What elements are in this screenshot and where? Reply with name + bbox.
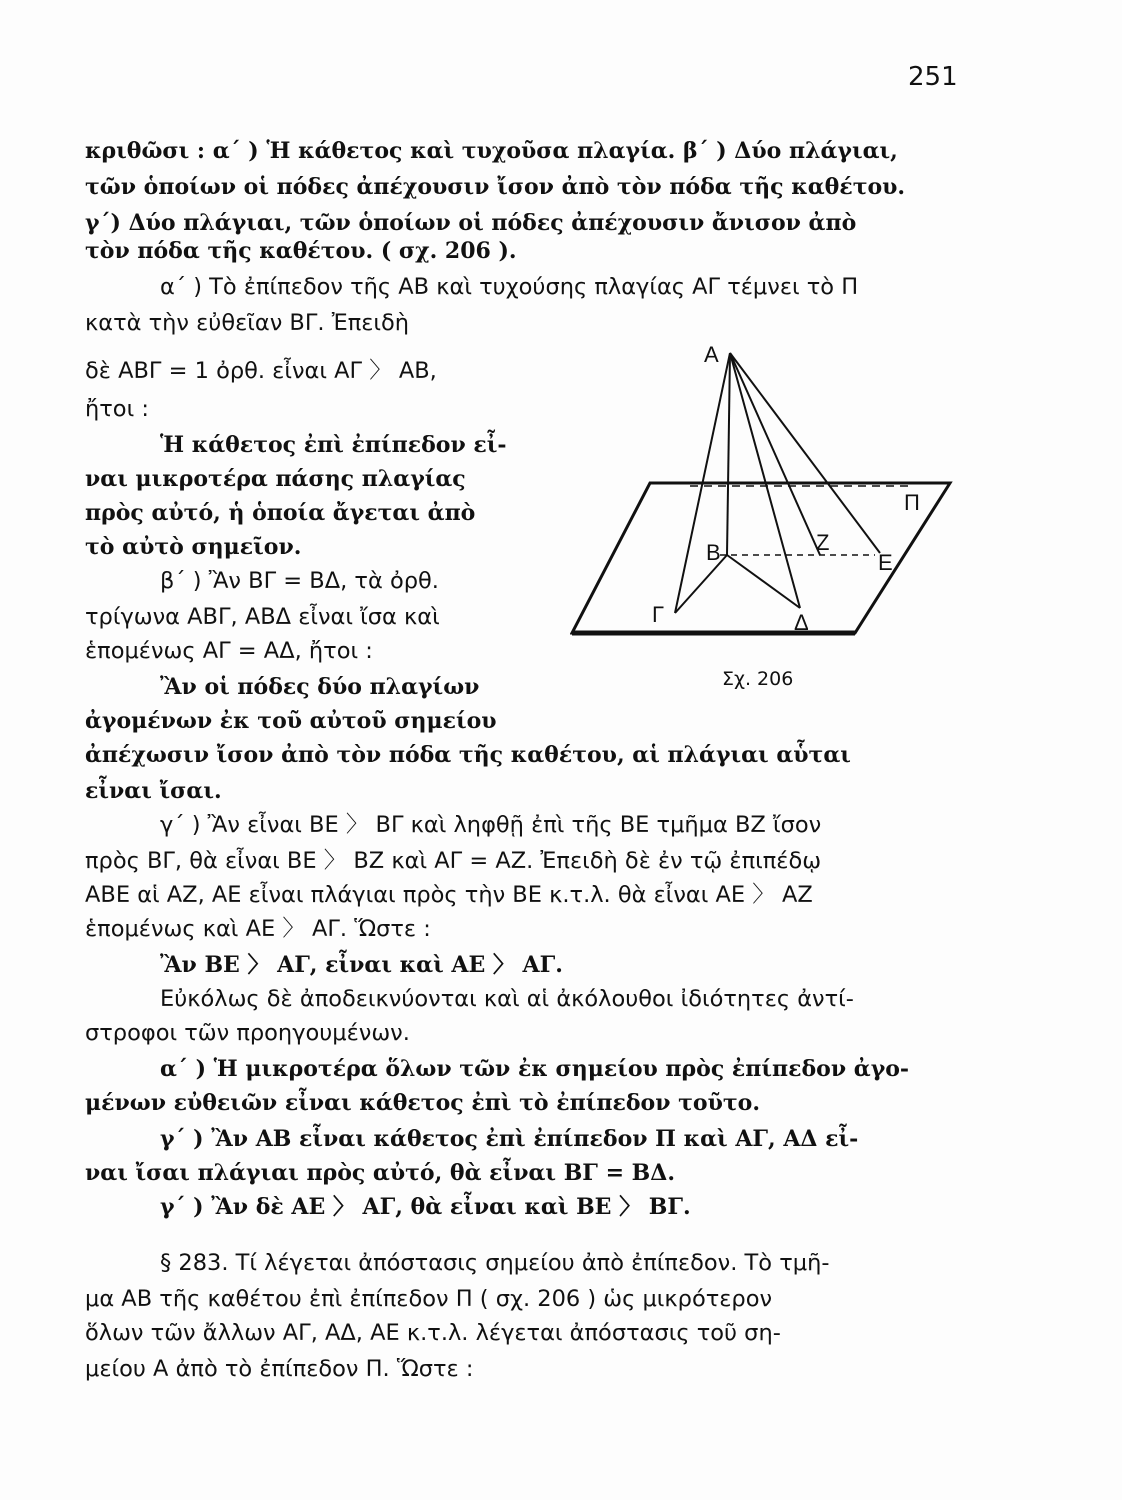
text-line: πρὸς ΒΓ, θὰ εἶναι ΒΕ 〉 ΒΖ καὶ ΑΓ = ΑΖ. Ἐπειδὴ δὲ ἐν τῷ ἐπιπέδῳ	[85, 848, 822, 874]
text-line: τρίγωνα ΑΒΓ, ΑΒΔ εἶναι ἴσα καὶ	[85, 604, 440, 630]
text-line: § 283. Τί λέγεται ἀπόστασις σημείου ἀπὸ ἐπίπεδον. Τὸ τμῆ-	[160, 1250, 830, 1276]
text-line: τὸ αὐτὸ σημεῖον.	[85, 534, 302, 560]
label-d: Δ	[794, 610, 809, 635]
figure-caption: Σχ. 206	[722, 668, 794, 690]
label-g: Γ	[652, 602, 665, 627]
text-line: δὲ ΑΒΓ = 1 ὀρθ. εἶναι ΑΓ 〉 ΑΒ,	[85, 358, 437, 384]
text-line: Ἂν οἱ πόδες δύο πλαγίων	[160, 674, 480, 700]
text-line: εἶναι ἴσαι.	[85, 778, 222, 804]
text-line: κριθῶσι : α΄ ) Ἡ κάθετος καὶ τυχοῦσα πλαγία. β΄ ) Δύο πλάγιαι,	[85, 138, 898, 164]
text-line: Ἡ κάθετος ἐπὶ ἐπίπεδον εἶ-	[160, 432, 507, 458]
plane-pi	[572, 483, 950, 633]
text-line: ΑΒΕ αἱ ΑΖ, ΑΕ εἶναι πλάγιαι πρὸς τὴν ΒΕ κ.τ.λ. θὰ εἶναι ΑΕ 〉 ΑΖ	[85, 882, 813, 908]
text-line: ὅλων τῶν ἄλλων ΑΓ, ΑΔ, ΑΕ κ.τ.λ. λέγεται ἀπόστασις τοῦ ση-	[85, 1320, 781, 1346]
segment-ab	[727, 353, 730, 555]
text-line: κατὰ τὴν εὐθεῖαν ΒΓ. Ἐπειδὴ	[85, 310, 410, 336]
text-line: ἤτοι :	[85, 396, 149, 422]
segment-ad	[730, 353, 800, 608]
page-number: 251	[908, 62, 958, 92]
label-a: Α	[704, 342, 719, 367]
text-line: ἀγομένων ἐκ τοῦ αὐτοῦ σημείου	[85, 708, 497, 734]
text-line: γ΄ ) Ἂν εἶναι ΒΕ 〉 ΒΓ καὶ ληφθῇ ἐπὶ τῆς ΒΕ τμῆμα ΒΖ ἴσον	[160, 812, 822, 838]
figure-206	[570, 338, 955, 638]
text-line: γ΄ ) Ἂν ΑΒ εἶναι κάθετος ἐπὶ ἐπίπεδον Π καὶ ΑΓ, ΑΔ εἶ-	[160, 1126, 859, 1152]
text-line: Εὐκόλως δὲ ἀποδεικνύονται καὶ αἱ ἀκόλουθοι ἰδιότητες ἀντί-	[160, 986, 854, 1012]
segment-bd	[727, 555, 800, 608]
text-line: τῶν ὁποίων οἱ πόδες ἀπέχουσιν ἴσον ἀπὸ τὸν πόδα τῆς καθέτου.	[85, 174, 906, 200]
text-line: γ΄ ) Ἂν δὲ ΑΕ 〉 ΑΓ, θὰ εἶναι καὶ ΒΕ 〉 ΒΓ.	[160, 1194, 691, 1220]
text-line: ἑπομένως ΑΓ = ΑΔ, ἤτοι :	[85, 638, 373, 664]
text-line: β΄ ) Ἂν ΒΓ = ΒΔ, τὰ ὀρθ.	[160, 568, 439, 594]
text-line: α΄ ) Ἡ μικροτέρα ὅλων τῶν ἐκ σημείου πρὸς ἐπίπεδον ἀγο-	[160, 1056, 910, 1082]
text-line: ἑπομένως καὶ ΑΕ 〉 ΑΓ. Ὥστε :	[85, 916, 431, 942]
text-line: ἀπέχωσιν ἴσον ἀπὸ τὸν πόδα τῆς καθέτου, αἱ πλάγιαι αὗται	[85, 742, 851, 768]
text-line: Ἂν ΒΕ 〉 ΑΓ, εἶναι καὶ ΑΕ 〉 ΑΓ.	[160, 952, 563, 978]
label-z: Ζ	[816, 530, 830, 555]
text-line: ναι μικροτέρα πάσης πλαγίας	[85, 466, 466, 492]
text-line: τὸν πόδα τῆς καθέτου. ( σχ. 206 ).	[85, 238, 517, 264]
label-e: Ε	[878, 550, 893, 575]
text-line: μα ΑΒ τῆς καθέτου ἐπὶ ἐπίπεδον Π ( σχ. 206 ) ὡς μικρότερον	[85, 1286, 773, 1312]
text-line: α΄ ) Τὸ ἐπίπεδον τῆς ΑΒ καὶ τυχούσης πλαγίας ΑΓ τέμνει τὸ Π	[160, 274, 859, 300]
text-line: πρὸς αὐτό, ἡ ὁποία ἄγεται ἀπὸ	[85, 500, 476, 526]
text-line: ναι ἴσαι πλάγιαι πρὸς αὐτό, θὰ εἶναι ΒΓ = ΒΔ.	[85, 1160, 675, 1186]
text-line: στροφοι τῶν προηγουμένων.	[85, 1020, 410, 1046]
text-line: μείου Α ἀπὸ τὸ ἐπίπεδον Π. Ὥστε :	[85, 1356, 474, 1382]
text-line: γ΄) Δύο πλάγιαι, τῶν ὁποίων οἱ πόδες ἀπέχουσιν ἄνισον ἀπὸ	[85, 210, 857, 236]
text-line: μένων εὐθειῶν εἶναι κάθετος ἐπὶ τὸ ἐπίπεδον τοῦτο.	[85, 1090, 760, 1116]
label-p: Π	[904, 490, 920, 515]
label-b: Β	[706, 540, 721, 565]
